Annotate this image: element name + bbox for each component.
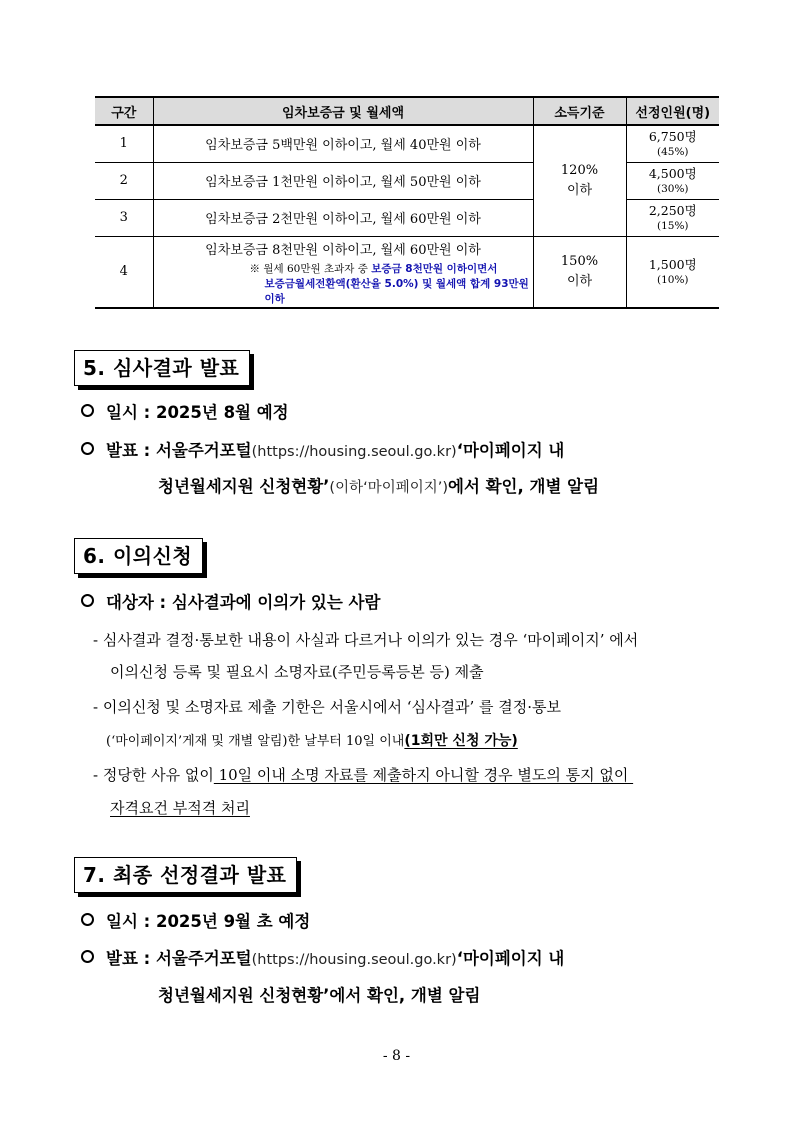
circle-bullet-icon xyxy=(81,913,94,926)
announce-rest: ‘마이페이지 내 xyxy=(456,949,565,968)
item3-underlined-cont: 자격요건 부적격 처리 xyxy=(110,799,250,817)
section-7-date xyxy=(81,911,310,933)
row-no: 4 xyxy=(95,236,153,308)
income-criteria xyxy=(533,236,626,308)
target-text: 대상자 : 심사결과에 이의가 있는 사람 xyxy=(106,593,381,612)
note-highlight-1: 보증금 8천만원 이하이면서 xyxy=(371,262,498,275)
row-no: 2 xyxy=(95,162,153,199)
date-text: 일시 : 2025년 9월 초 예정 xyxy=(106,912,311,931)
row-no: 3 xyxy=(95,199,153,236)
table-row xyxy=(95,199,719,236)
criteria-table xyxy=(95,96,719,309)
row-count xyxy=(626,125,719,162)
section-6-target xyxy=(81,592,380,614)
income-suffix: 이하 xyxy=(566,182,593,198)
row-desc: 임차보증금 8천만원 이하이고, 월세 60만원 이하 xyxy=(205,242,481,258)
row-desc: 임차보증금 5백만원 이하이고, 월세 40만원 이하 xyxy=(153,125,533,162)
table-row xyxy=(95,236,719,308)
count-value: 6,750명 xyxy=(648,129,697,145)
circle-bullet-icon xyxy=(81,594,94,607)
table-note xyxy=(154,262,533,277)
row-no: 1 xyxy=(95,125,153,162)
row-desc: 임차보증금 2천만원 이하이고, 월세 60만원 이하 xyxy=(153,199,533,236)
portal-url: (https://housing.seoul.go.kr) xyxy=(251,444,457,460)
row-desc-with-note xyxy=(153,236,533,308)
note-highlight-2: 보증금월세전환액(환산율 5.0%) 및 월세액 합계 93만원 이하 xyxy=(264,277,529,305)
count-value: 4,500명 xyxy=(648,166,697,181)
announce-line2-a: 청년월세지원 신청현황’ xyxy=(158,477,330,496)
deadline-text: (‘마이페이지’게재 및 개별 알림)한 날부터 10일 이내 xyxy=(106,734,405,749)
row-count xyxy=(626,162,719,199)
section-7-title: 7. 최종 선정결과 발표 xyxy=(74,857,297,893)
table-row xyxy=(95,125,719,162)
objection-item-2: - 이의신청 및 소명자료 제출 기한은 서울시에서 ‘심사결과’ 를 결정·통보 xyxy=(93,698,562,716)
note-prefix: ※ 월세 60만원 초과자 중 xyxy=(249,262,372,275)
announce-rest: ‘마이페이지 내 xyxy=(456,441,565,460)
row-desc: 임차보증금 1천만원 이하이고, 월세 50만원 이하 xyxy=(153,162,533,199)
table-row xyxy=(95,162,719,199)
section-5-title: 5. 심사결과 발표 xyxy=(74,350,250,386)
item3-underlined: 10일 이내 소명 자료를 제출하지 아니할 경우 별도의 통지 없이 xyxy=(213,766,634,784)
objection-item-3 xyxy=(93,764,633,786)
announce-line2-c: 에서 확인, 개별 알림 xyxy=(448,477,600,496)
count-percent: (30%) xyxy=(656,183,689,195)
circle-bullet-icon xyxy=(81,404,94,417)
objection-item-2-cont xyxy=(106,729,518,753)
objection-item-1-cont: 이의신청 등록 및 필요시 소명자료(주민등록등본 등) 제출 xyxy=(110,663,484,681)
circle-bullet-icon xyxy=(81,442,94,455)
income-value: 150% xyxy=(560,253,599,269)
header-count: 선정인원(명) xyxy=(626,97,719,125)
objection-item-1: - 심사결과 결정·통보한 내용이 사실과 다르거나 이의가 있는 경우 ‘마이페이지’ 에서 xyxy=(93,631,639,649)
section-6-title: 6. 이의신청 xyxy=(74,538,203,574)
count-percent: (10%) xyxy=(656,274,689,286)
announce-text: 발표 : 서울주거포털 xyxy=(106,949,252,968)
page-number: - 8 - xyxy=(382,1048,411,1064)
row-count xyxy=(626,236,719,308)
count-value: 1,500명 xyxy=(648,257,697,272)
section-5-date xyxy=(81,402,289,424)
header-deposit-rent: 임차보증금 및 월세액 xyxy=(153,97,533,125)
section-5-announce-line2 xyxy=(158,476,599,499)
income-criteria xyxy=(533,125,626,236)
announce-line2-b: (이하‘마이페이지’) xyxy=(329,480,448,496)
table-header-row xyxy=(95,97,719,125)
count-percent: (45%) xyxy=(656,146,689,159)
announce-text: 발표 : 서울주거포털 xyxy=(106,441,252,460)
date-text: 일시 : 2025년 8월 예정 xyxy=(106,403,289,422)
section-5-announce xyxy=(81,440,564,463)
item3-prefix: - 정당한 사유 없이 xyxy=(93,766,214,784)
section-7-announce-line2: 청년월세지원 신청현황’에서 확인, 개별 알림 xyxy=(158,986,481,1005)
header-section: 구간 xyxy=(95,97,153,125)
circle-bullet-icon xyxy=(81,950,94,963)
row-count xyxy=(626,199,719,236)
header-income: 소득기준 xyxy=(533,97,626,125)
section-7-announce xyxy=(81,948,564,971)
income-suffix: 이하 xyxy=(566,273,593,289)
count-value: 2,250명 xyxy=(648,203,697,218)
count-percent: (15%) xyxy=(656,220,689,232)
portal-url: (https://housing.seoul.go.kr) xyxy=(251,952,457,968)
income-value: 120% xyxy=(560,162,599,178)
once-only-note: (1회만 신청 가능) xyxy=(404,733,518,749)
